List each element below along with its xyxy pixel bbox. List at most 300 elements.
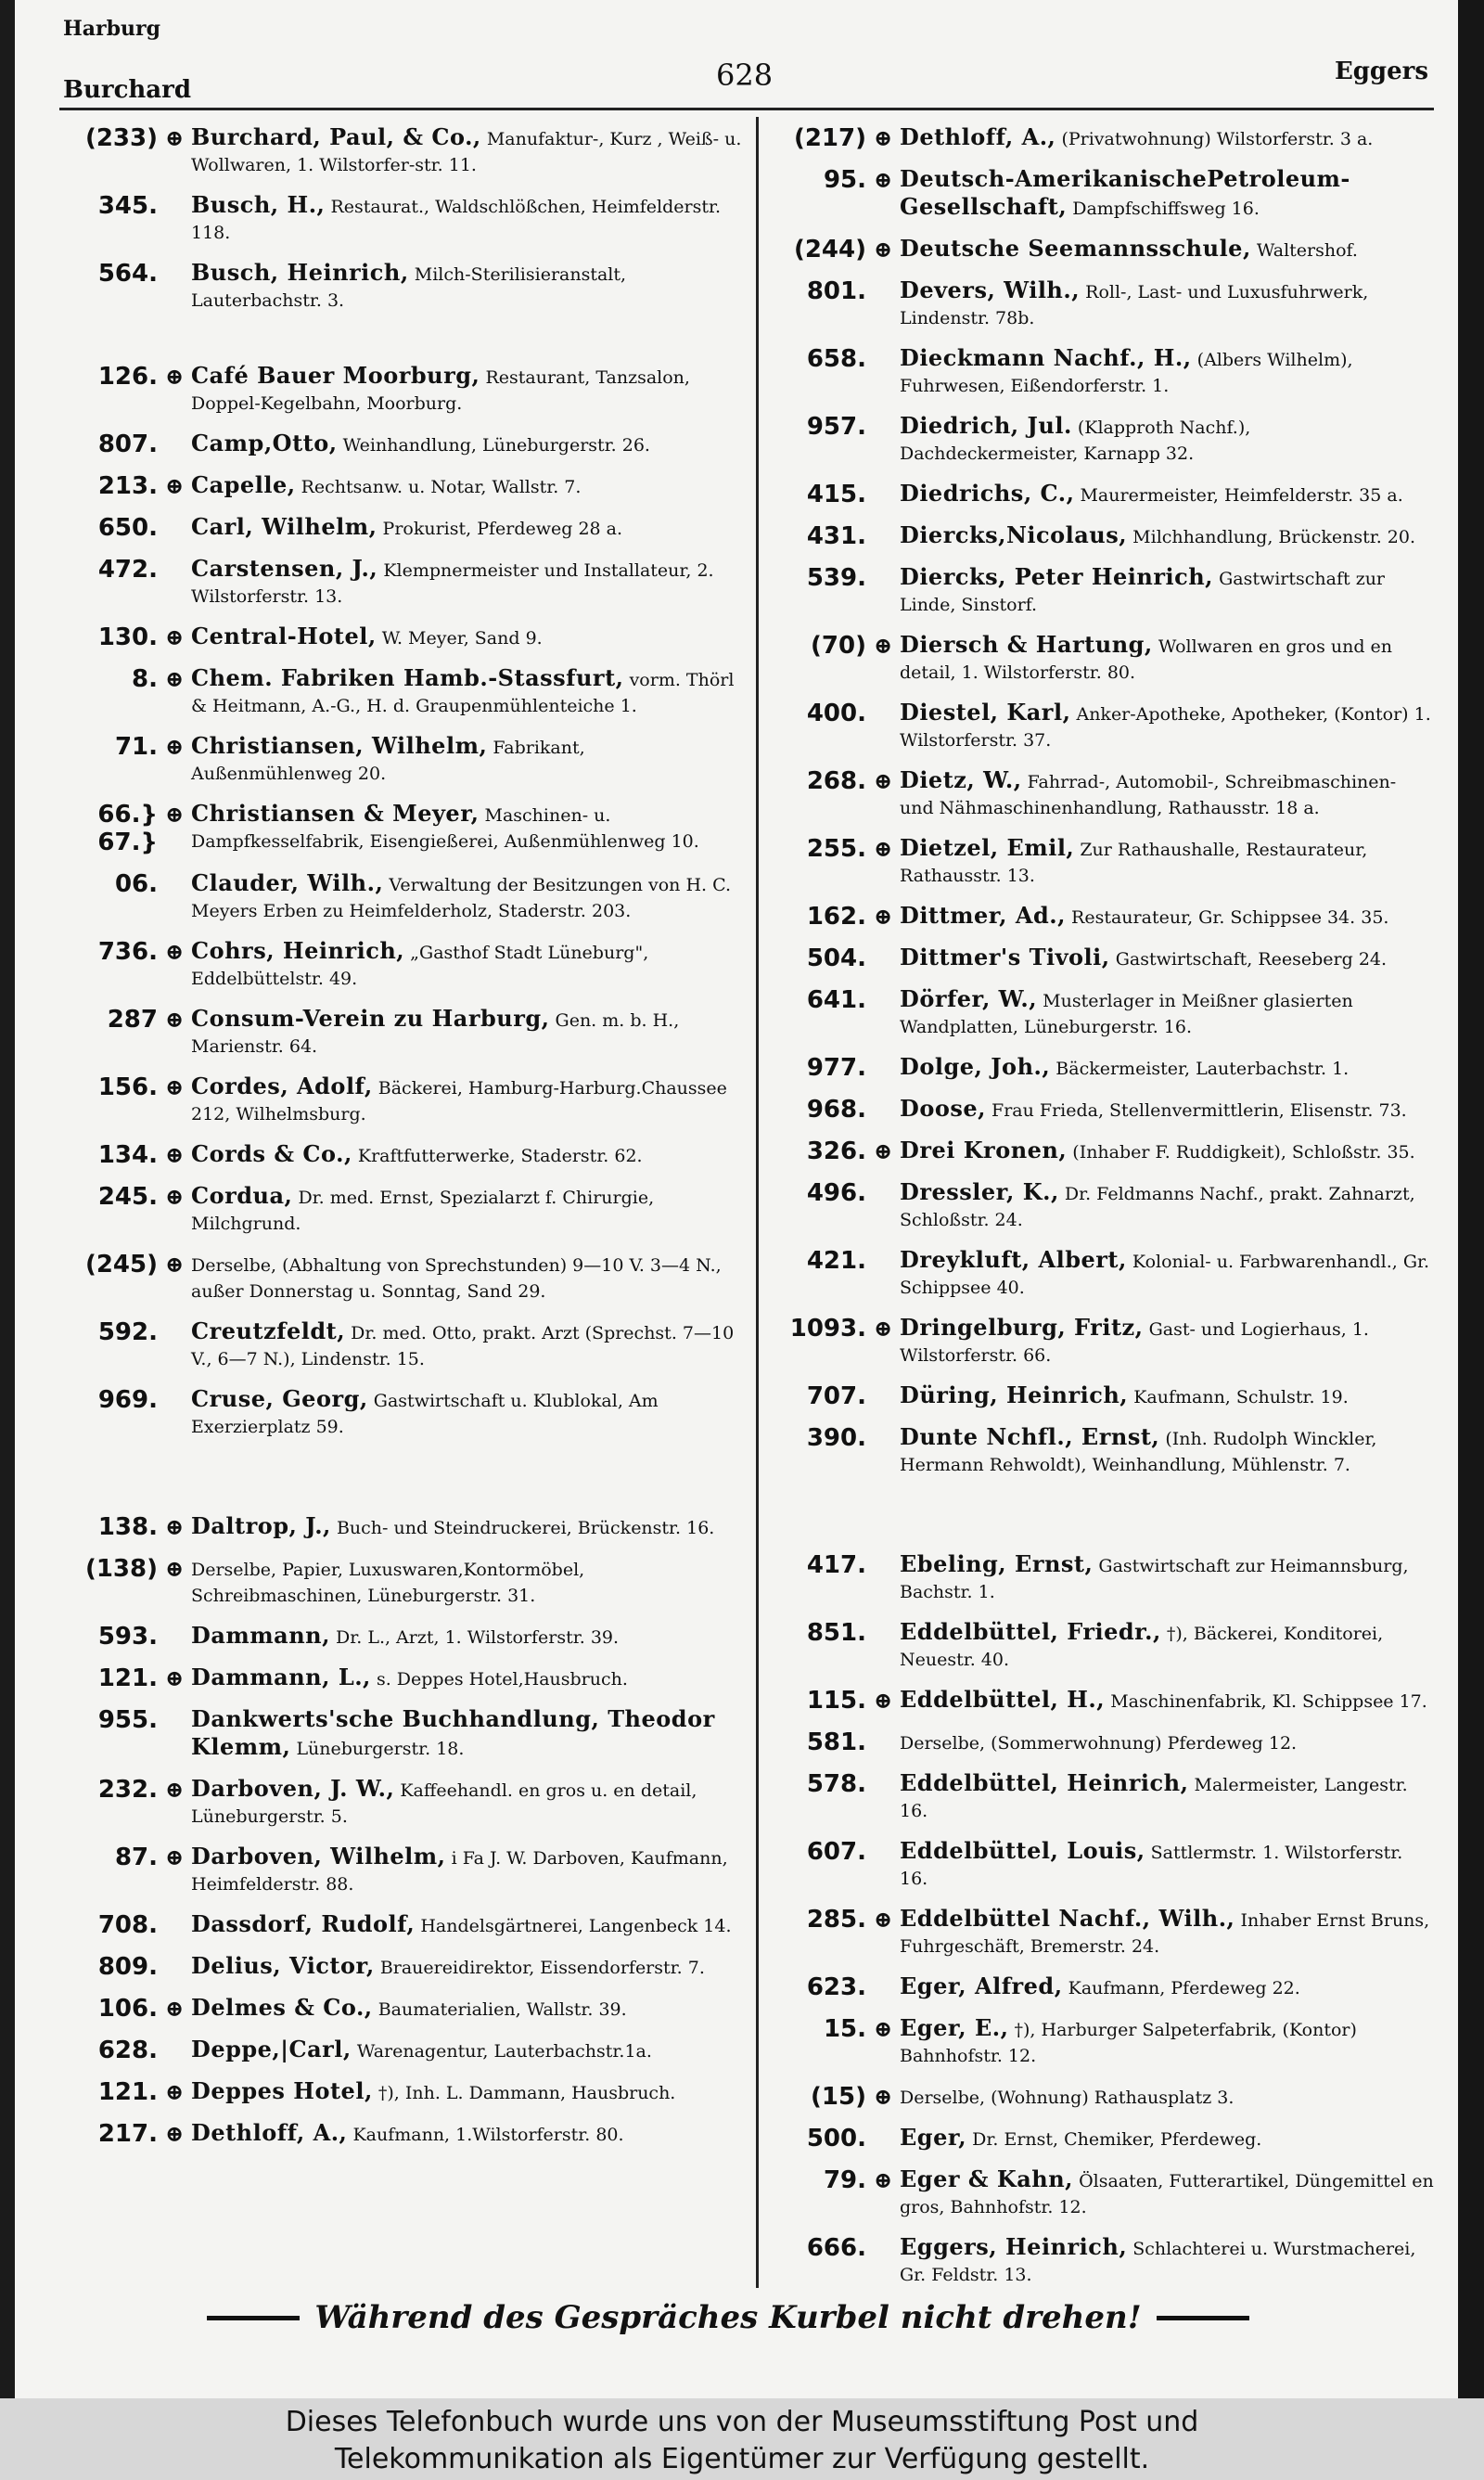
- entry-text: [191, 1141, 742, 1169]
- entry-name: Deutsch-AmerikanischePetroleum-Gesellschaft,: [900, 165, 1350, 220]
- phone-number: 578.: [806, 1770, 866, 1798]
- phone-number: 851.: [806, 1619, 866, 1647]
- listing-marker-icon: ⊕: [874, 632, 893, 659]
- banner-text: Während des Gespräches Kurbel nicht drehen!: [314, 2299, 1142, 2336]
- directory-entry: [67, 1623, 742, 1651]
- directory-entry: [67, 556, 742, 610]
- entry-details: Kaufmann, Schulstr. 19.: [1133, 1387, 1349, 1407]
- listing-marker-icon: ⊕: [874, 835, 893, 862]
- right-column: [775, 124, 1434, 2302]
- entry-name: Dittmer, Ad.,: [900, 902, 1066, 929]
- entry-text: [900, 2166, 1434, 2220]
- entry-details: Derselbe, (Wohnung) Rathausplatz 3.: [900, 2088, 1235, 2108]
- directory-entry: [67, 472, 742, 500]
- listing-marker-icon: ⊕: [874, 767, 893, 794]
- entry-name: Dunte Nchfl., Ernst,: [900, 1423, 1160, 1450]
- phone-number: 957.: [806, 413, 866, 441]
- directory-entry: [67, 514, 742, 542]
- entry-name: Carstensen, J.,: [191, 555, 378, 582]
- entry-name: Chem. Fabriken Hamb.-Stassfurt,: [191, 664, 624, 691]
- entry-details: Rechtsanw. u. Notar, Wallstr. 7.: [301, 477, 582, 497]
- entry-name: Eddelbüttel, H.,: [900, 1686, 1106, 1713]
- entry-name: Deppe,|Carl,: [191, 2036, 352, 2062]
- entry-details: Bäckerei, Hamburg-Harburg.Chaussee 212, Wilhelmsburg.: [191, 1078, 727, 1124]
- listing-marker-icon: ⊕: [874, 1687, 893, 1714]
- phone-number: 345.: [97, 192, 158, 220]
- entry-text: [900, 1687, 1434, 1715]
- phone-number: 106.: [97, 1995, 158, 2023]
- listing-marker-icon: ⊕: [874, 1315, 893, 1342]
- entry-text: [900, 1054, 1434, 1082]
- directory-entry: [775, 1054, 1434, 1082]
- entry-name: Doose,: [900, 1095, 986, 1122]
- column-divider: [756, 117, 759, 2288]
- directory-entry: [775, 522, 1434, 550]
- listing-marker-icon: ⊕: [165, 1073, 185, 1100]
- directory-entry: [775, 1838, 1434, 1892]
- directory-entry: [775, 1770, 1434, 1824]
- listing-marker-icon: ⊕: [165, 2120, 185, 2147]
- phone-number: 641.: [806, 986, 866, 1014]
- listing-marker-icon: ⊕: [874, 1906, 893, 1933]
- entry-name: Eddelbüttel Nachf., Wilh.,: [900, 1905, 1235, 1932]
- phone-number: 285.: [806, 1906, 866, 1934]
- entry-text: [191, 124, 742, 178]
- entry-details: s. Deppes Hotel,Hausbruch.: [376, 1669, 628, 1690]
- directory-entry: [775, 481, 1434, 508]
- entry-details: Dr. Ernst, Chemiker, Pferdeweg.: [972, 2129, 1262, 2150]
- listing-marker-icon: ⊕: [165, 1141, 185, 1168]
- entry-details: Inhaber Ernst Bruns, Fuhrgeschäft, Bremerstr. 24.: [900, 1910, 1430, 1957]
- listing-marker-icon: ⊕: [165, 1664, 185, 1691]
- header-rule: [59, 108, 1434, 110]
- entry-text: [900, 1770, 1434, 1824]
- listing-marker-icon: ⊕: [165, 665, 185, 692]
- section-gap: [67, 328, 742, 363]
- listing-marker-icon: ⊕: [874, 903, 893, 930]
- phone-number: (245): [84, 1251, 158, 1279]
- directory-entry: [775, 1424, 1434, 1478]
- directory-entry: [67, 1844, 742, 1897]
- directory-entry: [775, 1973, 1434, 2001]
- range-start-heading: Burchard: [63, 76, 192, 104]
- phone-number: 504.: [806, 944, 866, 972]
- phone-number: 564.: [97, 260, 158, 288]
- directory-entry: [775, 700, 1434, 753]
- directory-entry: [775, 1687, 1434, 1715]
- directory-entry: [775, 166, 1434, 222]
- entry-text: [191, 1706, 742, 1762]
- directory-entry: [67, 192, 742, 246]
- entry-details: Maschinen- u. Dampfkesselfabrik, Eisengießerei, Außenmühlenweg 10.: [191, 805, 699, 852]
- entry-details: Anker-Apotheke, Apotheker, (Kontor) 1. Wilstorferstr. 37.: [900, 704, 1431, 751]
- phone-number: 66.} 67.}: [97, 801, 158, 856]
- listing-marker-icon: ⊕: [165, 733, 185, 760]
- entry-name: Cordua,: [191, 1182, 293, 1209]
- entry-text: [191, 1555, 742, 1609]
- entry-details: †), Inh. L. Dammann, Hausbruch.: [377, 2083, 676, 2103]
- entry-details: Bäckermeister, Lauterbachstr. 1.: [1055, 1059, 1350, 1079]
- directory-entry: [67, 1251, 742, 1304]
- entry-text: [900, 632, 1434, 686]
- entry-name: Consum-Verein zu Harburg,: [191, 1005, 550, 1032]
- listing-marker-icon: ⊕: [165, 801, 185, 828]
- entry-name: Dethloff, A.,: [900, 123, 1056, 150]
- entry-name: Cordes, Adolf,: [191, 1073, 373, 1099]
- entry-details: Fahrrad-, Automobil-, Schreibmaschinen- und Nähmaschinenhandlung, Rathausstr. 18 a.: [900, 772, 1397, 818]
- entry-name: Dammann, L.,: [191, 1664, 371, 1690]
- directory-entry: [67, 2037, 742, 2064]
- entry-name: Dittmer's Tivoli,: [900, 944, 1110, 970]
- entry-details: Maurermeister, Heimfelderstr. 35 a.: [1080, 485, 1403, 506]
- entry-text: [191, 2120, 742, 2148]
- listing-marker-icon: ⊕: [874, 2015, 893, 2042]
- entry-text: [191, 870, 742, 924]
- entry-details: Gen. m. b. H., Marienstr. 64.: [191, 1010, 680, 1057]
- entry-text: [900, 1728, 1434, 1756]
- directory-entry: [67, 733, 742, 787]
- entry-details: (Privatwohnung) Wilstorferstr. 3 a.: [1061, 129, 1374, 149]
- directory-entry: [775, 2125, 1434, 2152]
- listing-marker-icon: ⊕: [165, 938, 185, 965]
- directory-entry: [775, 1906, 1434, 1960]
- directory-entry: [67, 870, 742, 924]
- entry-text: [900, 1619, 1434, 1673]
- entry-text: [900, 1179, 1434, 1233]
- entry-text: [900, 522, 1434, 550]
- entry-name: Christiansen & Meyer,: [191, 800, 480, 827]
- phone-number: 955.: [97, 1706, 158, 1734]
- entry-text: [191, 1995, 742, 2023]
- entry-details: Kaufmann, Pferdeweg 22.: [1068, 1978, 1300, 1998]
- entry-text: [900, 2015, 1434, 2069]
- entry-text: [191, 1073, 742, 1127]
- phone-number: 15.: [823, 2015, 866, 2043]
- listing-marker-icon: ⊕: [874, 236, 893, 263]
- entry-text: [191, 260, 742, 314]
- section-gap: [775, 1492, 1434, 1551]
- phone-number: 807.: [97, 430, 158, 458]
- phone-number: 415.: [806, 481, 866, 508]
- entry-text: [191, 2078, 742, 2106]
- entry-text: [900, 1973, 1434, 2001]
- entry-text: [191, 665, 742, 719]
- entry-name: Carl, Wilhelm,: [191, 513, 377, 540]
- entry-name: Dammann,: [191, 1622, 330, 1649]
- phone-number: 1093.: [789, 1315, 866, 1343]
- directory-entry: [67, 1513, 742, 1541]
- entry-name: Cohrs, Heinrich,: [191, 937, 405, 964]
- entry-name: Devers, Wilh.,: [900, 276, 1081, 303]
- phone-number: 623.: [806, 1973, 866, 2001]
- entry-name: Clauder, Wilh.,: [191, 869, 384, 896]
- phone-number: 130.: [97, 623, 158, 651]
- entry-name: Central-Hotel,: [191, 623, 377, 649]
- entry-name: Daltrop, J.,: [191, 1512, 331, 1539]
- entry-details: Derselbe, (Abhaltung von Sprechstunden) 9—10 V. 3—4 N., außer Donnerstag u. Sonntag, Sand 29.: [191, 1255, 722, 1302]
- entry-text: [191, 363, 742, 417]
- phone-number: 134.: [97, 1141, 158, 1169]
- phone-number: 431.: [806, 522, 866, 550]
- city-heading: Harburg: [63, 17, 160, 41]
- entry-name: Dietzel, Emil,: [900, 834, 1075, 861]
- entry-name: Burchard, Paul, & Co.,: [191, 123, 481, 150]
- phone-number: 496.: [806, 1179, 866, 1207]
- directory-entry: [775, 277, 1434, 331]
- directory-entry: [67, 1555, 742, 1609]
- entry-details: Manufaktur-, Kurz , Weiß- u. Wollwaren, 1. Wilstorfer-str. 11.: [191, 129, 742, 175]
- entry-text: [900, 986, 1434, 1040]
- entry-text: [900, 2234, 1434, 2288]
- entry-name: Deppes Hotel,: [191, 2077, 373, 2104]
- entry-details: Dr. Feldmanns Nachf., prakt. Zahnarzt, Schloßstr. 24.: [900, 1184, 1415, 1230]
- phone-number: 138.: [97, 1513, 158, 1541]
- entry-name: Camp,Otto,: [191, 430, 338, 456]
- directory-entry: [67, 363, 742, 417]
- entry-name: Diersch & Hartung,: [900, 631, 1153, 658]
- phone-number: 969.: [97, 1386, 158, 1414]
- entry-text: [900, 767, 1434, 821]
- entry-details: Schlachterei u. Wurstmacherei, Gr. Feldstr. 13.: [900, 2239, 1416, 2285]
- directory-entry: [67, 801, 742, 856]
- footer-line-2: Telekommunikation als Eigentümer zur Verfügung gestellt.: [334, 2443, 1150, 2475]
- entry-name: Eggers, Heinrich,: [900, 2233, 1128, 2260]
- footer-line-1: Dieses Telefonbuch wurde uns von der Museumsstiftung Post und: [285, 2406, 1199, 2438]
- entry-name: Dethloff, A.,: [191, 2119, 348, 2146]
- entry-text: [900, 835, 1434, 889]
- phone-number: 287: [107, 1006, 158, 1034]
- entry-details: Dampfschiffsweg 16.: [1072, 199, 1260, 219]
- entry-name: Cords & Co.,: [191, 1140, 352, 1167]
- entry-text: [900, 1315, 1434, 1368]
- entry-details: Kaffeehandl. en gros u. en detail, Lüneburgerstr. 5.: [191, 1780, 697, 1827]
- left-column: [67, 124, 742, 2162]
- banner-dash-right: [1157, 2316, 1249, 2320]
- entry-details: Musterlager in Meißner glasierten Wandplatten, Lüneburgerstr. 16.: [900, 991, 1353, 1037]
- entry-text: [191, 801, 742, 855]
- directory-entry: [775, 124, 1434, 152]
- entry-details: Restaurant, Tanzsalon, Doppel-Kegelbahn, Moorburg.: [191, 367, 690, 414]
- phone-number: (244): [793, 236, 866, 263]
- entry-name: Christiansen, Wilhelm,: [191, 732, 488, 759]
- directory-entry: [775, 1179, 1434, 1233]
- directory-entry: [775, 1247, 1434, 1301]
- entry-details: Fabrikant, Außenmühlenweg 20.: [191, 738, 585, 784]
- footer-notice: [0, 2398, 1484, 2480]
- directory-entry: [775, 236, 1434, 263]
- directory-entry: [775, 2166, 1434, 2220]
- entry-name: Busch, Heinrich,: [191, 259, 409, 286]
- entry-name: Eddelbüttel, Louis,: [900, 1837, 1145, 1864]
- phone-number: 06.: [114, 870, 158, 898]
- listing-marker-icon: ⊕: [165, 1555, 185, 1582]
- entry-details: Lüneburgerstr. 18.: [296, 1739, 465, 1759]
- listing-marker-icon: ⊕: [165, 1844, 185, 1870]
- entry-name: Diercks, Peter Heinrich,: [900, 563, 1214, 590]
- directory-entry: [775, 1137, 1434, 1165]
- entry-text: [900, 700, 1434, 753]
- entry-details: Prokurist, Pferdeweg 28 a.: [382, 519, 623, 539]
- entry-details: Brauereidirektor, Eissendorferstr. 7.: [379, 1958, 705, 1978]
- entry-details: †), Bäckerei, Konditorei, Neuestr. 40.: [900, 1624, 1384, 1670]
- entry-name: Dörfer, W.,: [900, 985, 1038, 1012]
- entry-name: Capelle,: [191, 471, 296, 498]
- entry-details: (Klapproth Nachf.), Dachdeckermeister, Karnapp 32.: [900, 418, 1251, 464]
- entry-details: Kolonial- u. Farbwarenhandl., Gr. Schippsee 40.: [900, 1252, 1430, 1298]
- entry-text: [191, 1386, 742, 1440]
- entry-text: [900, 2125, 1434, 2152]
- entry-details: Kaufmann, 1.Wilstorferstr. 80.: [352, 2125, 624, 2145]
- listing-marker-icon: ⊕: [165, 363, 185, 390]
- phone-number: 628.: [97, 2037, 158, 2064]
- directory-entry: [67, 430, 742, 458]
- entry-details: Kraftfutterwerke, Staderstr. 62.: [357, 1146, 643, 1166]
- entry-text: [900, 345, 1434, 399]
- entry-text: [900, 277, 1434, 331]
- entry-text: [191, 192, 742, 246]
- phone-number: 213.: [97, 472, 158, 500]
- entry-text: [191, 1953, 742, 1981]
- directory-entry: [775, 2234, 1434, 2288]
- entry-text: [900, 1247, 1434, 1301]
- entry-details: Handelsgärtnerei, Langenbeck 14.: [420, 1916, 732, 1936]
- entry-details: Gast- und Logierhaus, 1. Wilstorferstr. 66.: [900, 1319, 1369, 1366]
- entry-details: i Fa J. W. Darboven, Kaufmann, Heimfelderstr. 88.: [191, 1848, 728, 1895]
- phone-number: 268.: [806, 767, 866, 795]
- entry-details: Frau Frieda, Stellenvermittlerin, Elisenstr. 73.: [991, 1100, 1407, 1121]
- directory-entry: [67, 1183, 742, 1237]
- entry-text: [191, 1251, 742, 1304]
- entry-details: Gastwirtschaft u. Klublokal, Am Exerzierplatz 59.: [191, 1391, 659, 1437]
- directory-entry: [67, 1664, 742, 1692]
- directory-entry: [67, 260, 742, 314]
- phone-number: 977.: [806, 1054, 866, 1082]
- entry-name: Darboven, Wilhelm,: [191, 1843, 446, 1870]
- entry-details: (Inhaber F. Ruddigkeit), Schloßstr. 35.: [1072, 1142, 1415, 1163]
- entry-details: (Inh. Rudolph Winckler, Hermann Rehwoldt), Weinhandlung, Mühlenstr. 7.: [900, 1429, 1377, 1475]
- entry-details: Ölsaaten, Futterartikel, Düngemittel en gros, Bahnhofstr. 12.: [900, 2171, 1434, 2217]
- entry-details: Derselbe, (Sommerwohnung) Pferdeweg 12.: [900, 1733, 1298, 1754]
- entry-details: Waltershof.: [1256, 240, 1358, 261]
- entry-name: Darboven, J. W.,: [191, 1775, 395, 1802]
- listing-marker-icon: ⊕: [165, 623, 185, 650]
- entry-details: †), Harburger Salpeterfabrik, (Kontor) Bahnhofstr. 12.: [900, 2020, 1357, 2066]
- listing-marker-icon: ⊕: [874, 2083, 893, 2110]
- directory-entry: [775, 1728, 1434, 1756]
- entry-text: [191, 1513, 742, 1541]
- phone-number: 217.: [97, 2120, 158, 2148]
- entry-details: Buch- und Steindruckerei, Brückenstr. 16.: [336, 1518, 715, 1538]
- entry-details: W. Meyer, Sand 9.: [381, 628, 543, 649]
- entry-name: Dressler, K.,: [900, 1178, 1059, 1205]
- phone-number: (70): [811, 632, 866, 660]
- phone-number: (233): [84, 124, 158, 152]
- entry-name: Düring, Heinrich,: [900, 1381, 1129, 1408]
- entry-details: Restaurateur, Gr. Schippsee 34. 35.: [1071, 907, 1389, 928]
- entry-details: Weinhandlung, Lüneburgerstr. 26.: [342, 435, 650, 456]
- directory-entry: [67, 1006, 742, 1060]
- directory-entry: [775, 345, 1434, 399]
- phone-number: 539.: [806, 564, 866, 592]
- directory-entry: [775, 2015, 1434, 2069]
- phone-number: 592.: [97, 1318, 158, 1346]
- directory-entry: [775, 835, 1434, 889]
- phone-number: 326.: [806, 1137, 866, 1165]
- entry-name: Dringelburg, Fritz,: [900, 1314, 1144, 1341]
- entry-name: Eger & Kahn,: [900, 2165, 1074, 2192]
- entry-name: Busch, H.,: [191, 191, 326, 218]
- directory-entry: [67, 1318, 742, 1372]
- entry-details: Baumaterialien, Wallstr. 39.: [377, 1999, 627, 2020]
- entry-details: Dr. L., Arzt, 1. Wilstorferstr. 39.: [336, 1627, 620, 1648]
- listing-marker-icon: ⊕: [165, 1776, 185, 1803]
- listing-marker-icon: ⊕: [165, 1251, 185, 1278]
- entry-details: Dr. med. Otto, prakt. Arzt (Sprechst. 7—10 V., 6—7 N.), Lindenstr. 15.: [191, 1323, 735, 1369]
- entry-details: (Albers Wilhelm), Fuhrwesen, Eißendorferstr. 1.: [900, 350, 1353, 396]
- phone-number: 707.: [806, 1382, 866, 1410]
- entry-text: [191, 623, 742, 651]
- phone-number: 500.: [806, 2125, 866, 2152]
- directory-entry: [775, 1619, 1434, 1673]
- directory-entry: [67, 1073, 742, 1127]
- entry-details: Gastwirtschaft, Reeseberg 24.: [1115, 949, 1388, 970]
- phone-number: 400.: [806, 700, 866, 727]
- directory-entry: [67, 1141, 742, 1169]
- directory-entry: [67, 1953, 742, 1981]
- entry-details: Warenagentur, Lauterbachstr.1a.: [356, 2041, 652, 2062]
- entry-details: Milchhandlung, Brückenstr. 20.: [1132, 527, 1416, 547]
- entry-name: Dolge, Joh.,: [900, 1053, 1051, 1080]
- phone-number: 968.: [806, 1096, 866, 1124]
- directory-entry: [67, 124, 742, 178]
- entry-text: [191, 1623, 742, 1651]
- entry-name: Cruse, Georg,: [191, 1385, 368, 1412]
- range-end-heading: Eggers: [1334, 58, 1428, 85]
- entry-details: Klempnermeister und Installateur, 2. Wilstorferstr. 13.: [191, 560, 714, 607]
- entry-text: [191, 733, 742, 787]
- entry-name: Dassdorf, Rudolf,: [191, 1910, 416, 1937]
- directory-entry: [67, 623, 742, 651]
- phone-number: 8.: [132, 665, 158, 693]
- entry-text: [900, 166, 1434, 222]
- directory-entry: [67, 1776, 742, 1830]
- entry-text: [191, 1183, 742, 1237]
- directory-entry: [775, 1315, 1434, 1368]
- directory-entry: [775, 767, 1434, 821]
- entry-text: [900, 564, 1434, 618]
- listing-marker-icon: ⊕: [165, 1183, 185, 1210]
- entry-name: Ebeling, Ernst,: [900, 1550, 1094, 1577]
- entry-text: [191, 472, 742, 500]
- entry-text: [900, 903, 1434, 931]
- directory-entry: [67, 1706, 742, 1762]
- entry-details: Maschinenfabrik, Kl. Schippsee 17.: [1110, 1691, 1427, 1712]
- phone-number: 162.: [806, 903, 866, 931]
- phone-number: 666.: [806, 2234, 866, 2262]
- scan-left-edge: [0, 0, 15, 2398]
- entry-text: [900, 481, 1434, 508]
- phone-number: (15): [811, 2083, 866, 2111]
- entry-name: Diedrich, Jul.: [900, 412, 1072, 439]
- entry-text: [900, 1137, 1434, 1165]
- phone-number: 390.: [806, 1424, 866, 1452]
- entry-name: Eger, Alfred,: [900, 1972, 1063, 1999]
- phone-number: 71.: [114, 733, 158, 761]
- directory-entry: [67, 2120, 742, 2148]
- entry-text: [191, 938, 742, 992]
- phone-number: 95.: [823, 166, 866, 194]
- banner-dash-left: [207, 2316, 300, 2320]
